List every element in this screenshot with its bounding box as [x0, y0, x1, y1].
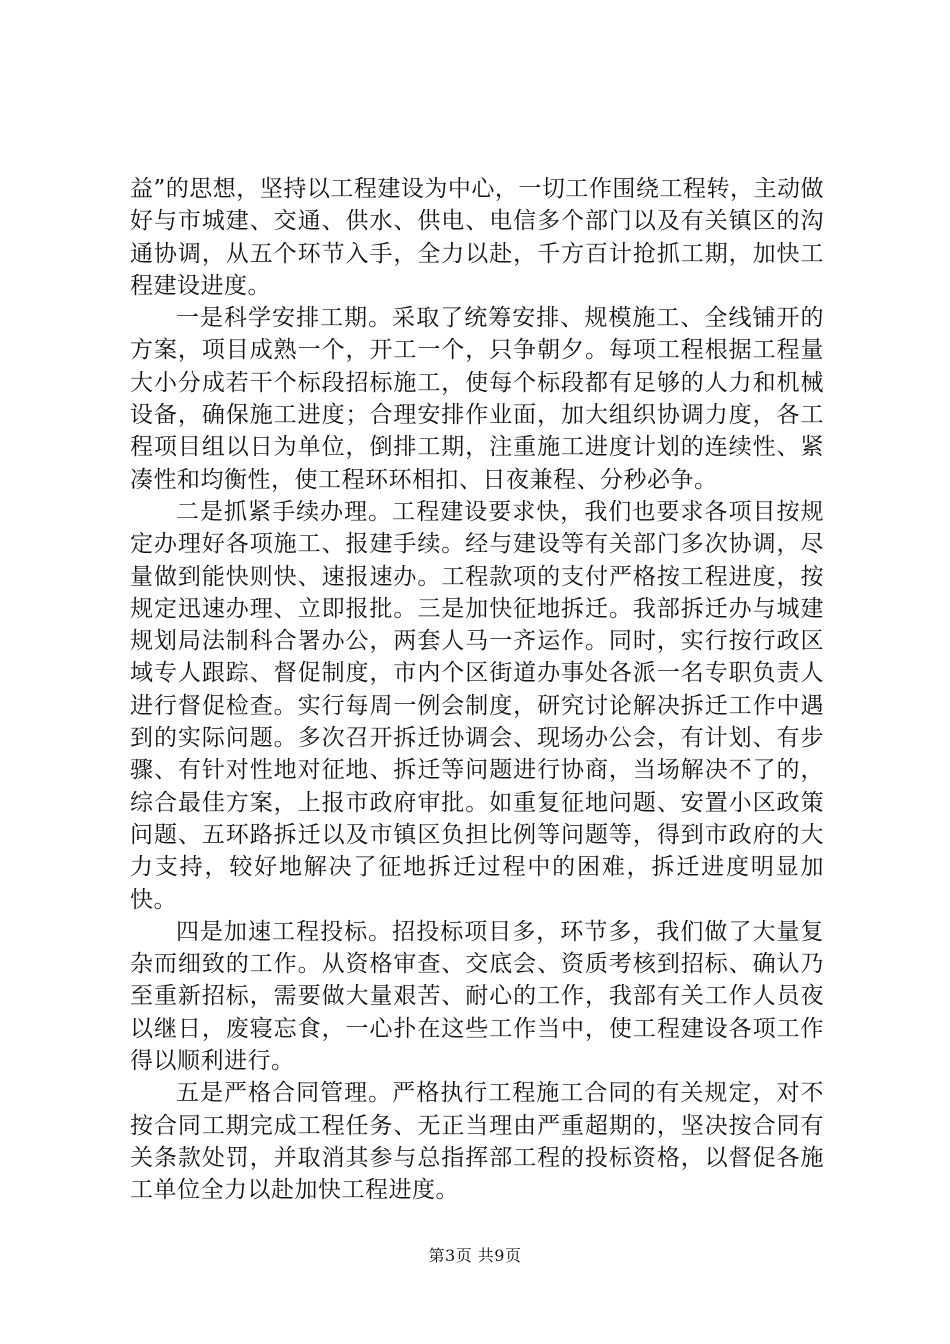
page-number: 第3页 共9页 — [428, 1246, 522, 1265]
paragraph-schedule: 一是科学安排工期。采取了统筹安排、规模施工、全线铺开的方案，项目成熟一个，开工一个，只争朝夕。每项工程根据工程量大小分成若干个标段招标施工，使每个标段都有足够的人力和机械设备，确保施工进度；合理安排作业面，加大组织协调力度，各工程项目组以日为单位，倒排工期，注重施工进度计划的连续性、紧凑性和均衡性，使工程环环相扣、日夜兼程、分秒必争。 — [130, 305, 824, 493]
paragraph-procedures: 二是抓紧手续办理。工程建设要求快，我们也要求各项目按规定办理好各项施工、报建手续。经与建设等有关部门多次协调，尽量做到能快则快、速报速办。工程款项的支付严格按工程进度，按规定迅速办理、立即报批。三是加快征地拆迁。我部拆迁办与城建规划局法制科合署办公，两套人马一齐运作。同时，实行按行政区域专人跟踪、督促制度，市内个区街道办事处各派一名专职负责人进行督促检查。实行每周一例会制度，研究讨论解决拆迁工作中遇到的实际问题。多次召开拆迁协调会、现场办公会，有计划、有步骤、有针对性地对征地、拆迁等问题进行协商，当场解决不了的，综合最佳方案，上报市政府审批。如重复征地问题、安置小区政策问题、五环路拆迁以及市镇区负担比例等问题等，得到市政府的大力支持，较好地解决了征地拆迁过程中的困难，拆迁进度明显加快。 — [130, 498, 824, 913]
paragraph-continuation: 益”的思想，坚持以工程建设为中心，一切工作围绕工程转，主动做好与市城建、交通、供水、供电、电信多个部门以及有关镇区的沟通协调，从五个环节入手，全力以赴，千方百计抢抓工期，加快工程建设进度。 — [130, 176, 824, 299]
paragraph-contracts: 五是严格合同管理。严格执行工程施工合同的有关规定，对不按合同工期完成工程任务、无正当理由严重超期的，坚决按合同有关条款处罚，并取消其参与总指挥部工程的投标资格，以督促各施工单位全力以赴加快工程进度。 — [130, 1080, 824, 1204]
paragraph-bidding: 四是加速工程投标。招投标项目多，环节多，我们做了大量复杂而细致的工作。从资格审查、交底会、资质考核到招标、确认乃至重新招标，需要做大量艰苦、耐心的工作，我部有关工作人员夜以继日，废寝忘食，一心扑在这些工作当中，使工程建设各项工作得以顺利进行。 — [130, 918, 824, 1075]
document-body — [130, 173, 824, 1207]
